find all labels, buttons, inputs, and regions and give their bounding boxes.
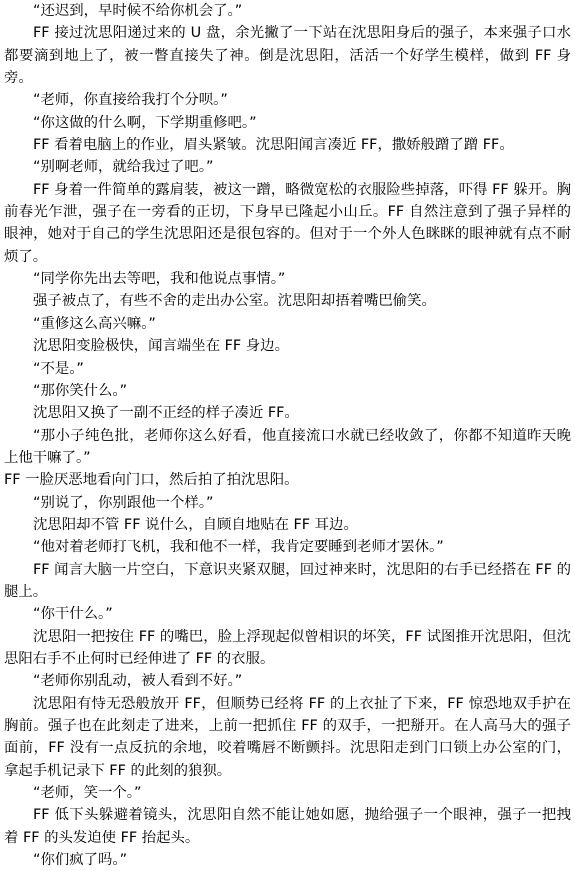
paragraph-16: FF 一脸厌恶地看向门口，然后拍了拍沈思阳。 — [4, 472, 299, 489]
paragraph-12: “不是。” — [33, 360, 84, 377]
paragraph-1: “还迟到，早时候不给你机会了。” — [33, 3, 243, 19]
paragraph-19: “他对着老师打飞机，我和他不一样，我肯定要睡到老师才罢休。” — [33, 539, 444, 556]
paragraph-27: “你们疯了吗。” — [33, 852, 128, 869]
paragraph-2: FF 接过沈思阳递过来的 U 盘，余光撇了一下站在沈思阳身后的强子，本来强子口水都要滴到地上了，被一瞥直接失了神。倒是沈思阳，活活一个好学生模样，做到 FF 身旁。 — [4, 25, 571, 87]
paragraph-24: 沈思阳有恃无恐般放开 FF，但顺势已经将 FF 的上衣扯了下来，FF 惊恐地双手护在胸前。强子也在此刻走了进来，上前一把抓住 FF 的双手，一把掰开。在人高马大的强子面前，FF 没有一点反抗的余地，咬着嘴唇不断颤抖。沈思阳走到门口锁上办公室的门，拿起手机记录下 FF 的此刻的狼狈。 — [4, 695, 571, 779]
paragraph-22: 沈思阳一把按住 FF 的嘴巴，脸上浮现起似曾相识的坏笑，FF 试图推开沈思阳，但沈思阳右手不止何时已经伸进了 FF 的衣服。 — [4, 628, 571, 667]
paragraph-13: “那你笑什么。” — [33, 382, 128, 399]
paragraph-14: 沈思阳又换了一副不正经的样子凑近 FF。 — [33, 405, 299, 422]
paragraph-25: “老师，笑一个。” — [33, 785, 142, 802]
paragraph-9: 强子被点了，有些不舍的走出办公室。沈思阳却捂着嘴巴偷笑。 — [33, 293, 436, 310]
paragraph-8: “同学你先出去等吧，我和他说点事情。” — [33, 271, 286, 288]
paragraph-5: FF 看着电脑上的作业，眉头紧皱。沈思阳闻言凑近 FF，撒娇般蹭了蹭 FF。 — [33, 137, 514, 154]
paragraph-21: “你干什么。” — [33, 606, 113, 623]
paragraph-18: 沈思阳却不管 FF 说什么，自顾自地贴在 FF 耳边。 — [33, 516, 358, 533]
paragraph-26: FF 低下头躲避着镜头，沈思阳自然不能让她如愿，抛给强子一个眼神，强子一把拽着 FF 的头发迫使 FF 抬起头。 — [4, 807, 571, 846]
paragraph-7: FF 身着一件简单的露肩装，被这一蹭，略微宽松的衣服险些掉落，吓得 FF 躲开。胸前春光乍泄，强子在一旁看的正切，下身早已隆起小山丘。FF 自然注意到了强子异样的眼神，她对于自己的学生沈思阳还是很包容的。但对于一个外人色眯眯的眼神就有点不耐烦了。 — [4, 181, 571, 265]
paragraph-3: “老师，你直接给我打个分呗。” — [33, 92, 228, 109]
paragraph-10: “重修这么高兴嘛。” — [33, 315, 156, 332]
paragraph-6: “别啊老师，就给我过了吧。” — [33, 159, 214, 176]
paragraph-17: “别说了，你别跟他一个样。” — [33, 494, 214, 511]
paragraph-23: “老师你别乱动，被人看到不好。” — [33, 673, 243, 690]
paragraph-11: 沈思阳变脸极快，闻言端坐在 FF 身边。 — [33, 338, 289, 355]
paragraph-20: FF 闻言大脑一片空白，下意识夹紧双腿，回过神来时，沈思阳的右手已经搭在 FF 的腿上。 — [4, 561, 571, 600]
paragraph-4: “你这做的什么啊，下学期重修吧。” — [33, 114, 257, 131]
paragraph-15: “那小子纯色批，老师你这么好看，他直接流口水就已经收敛了，你都不知道昨天晚上他干嘛了。” — [4, 427, 571, 466]
